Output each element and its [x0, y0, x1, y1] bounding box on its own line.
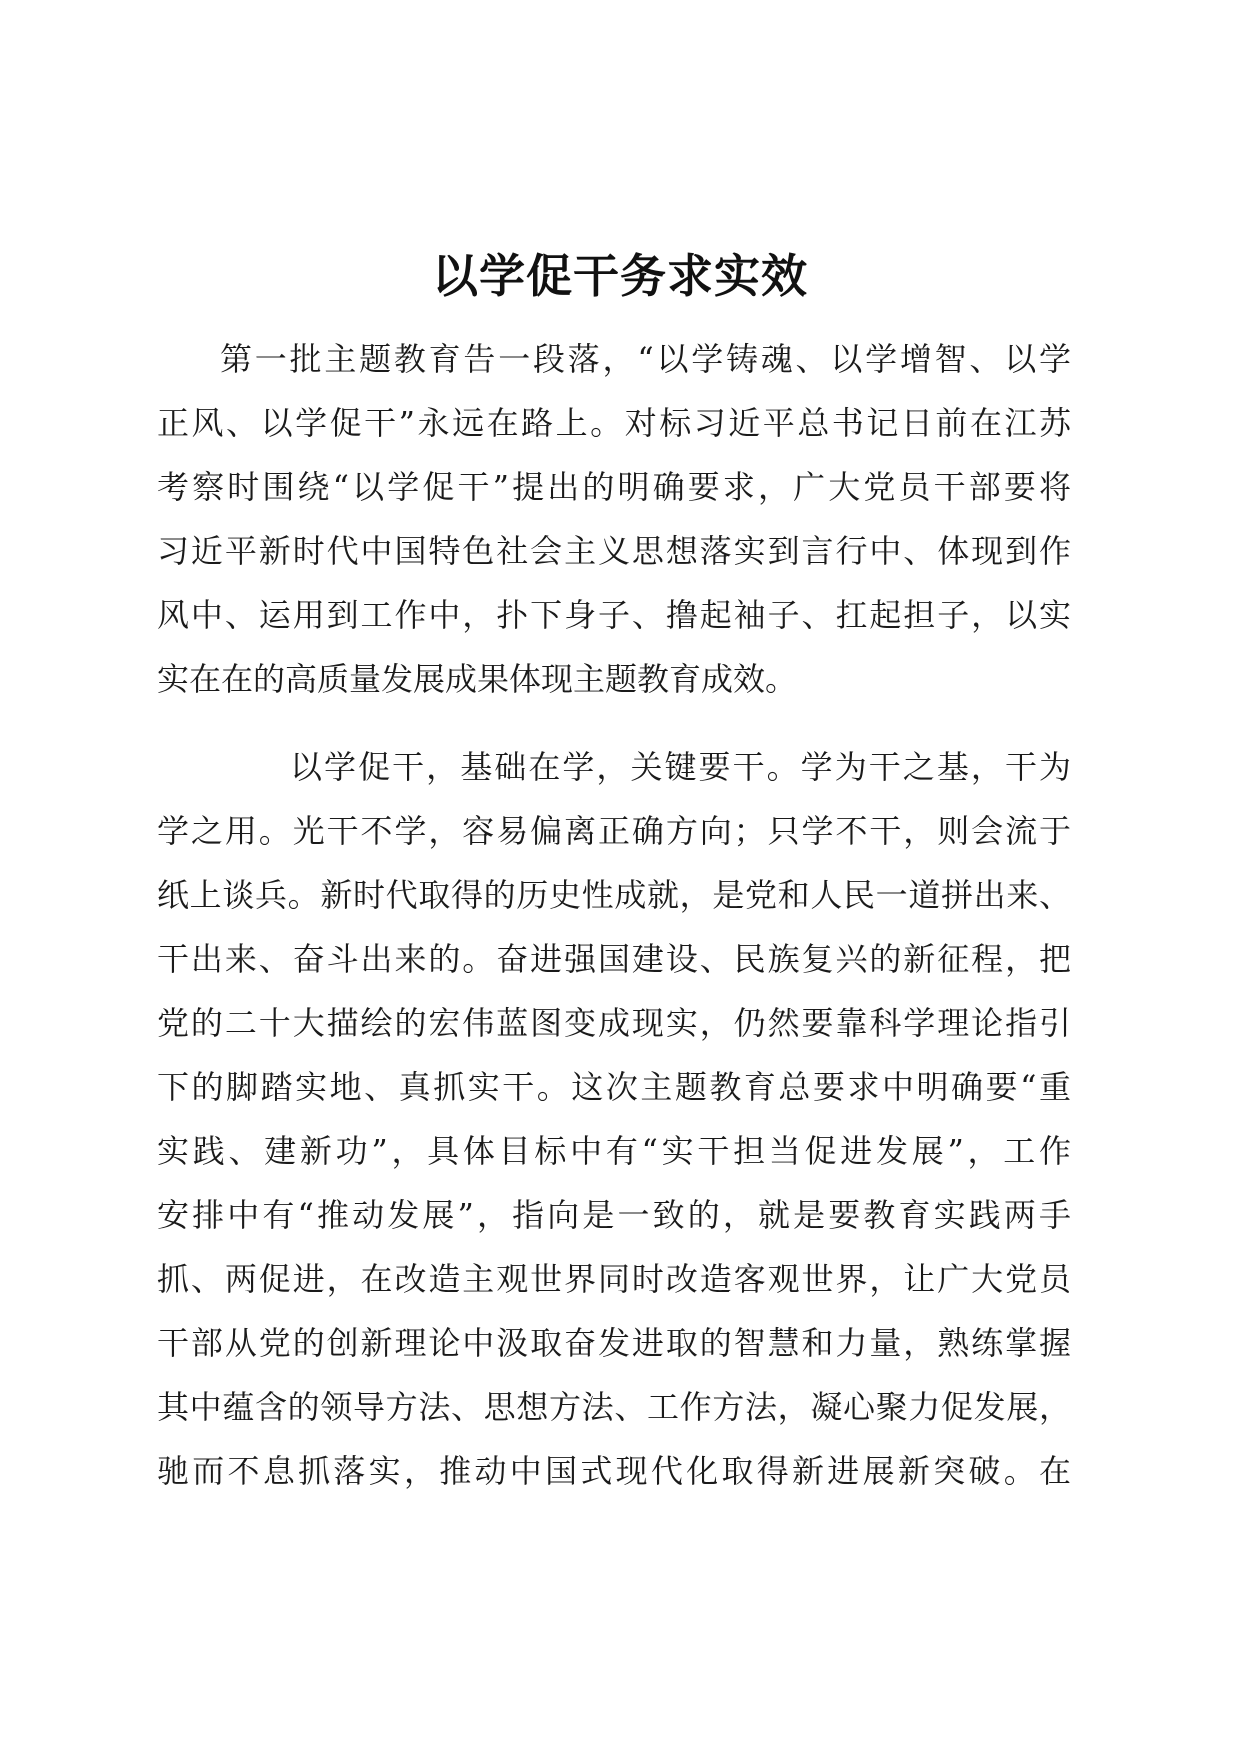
paragraph-line: 以学促干，基础在学，关键要干。学为干之基，干为	[290, 748, 1071, 786]
paragraph-line: 实在在的高质量发展成果体现主题教育成效。	[157, 660, 798, 698]
paragraph-line: 干出来、奋斗出来的。奋进强国建设、民族复兴的新征程，把	[157, 940, 1071, 978]
paragraph-line: 考察时围绕“以学促干”提出的明确要求，广大党员干部要将	[157, 468, 1071, 506]
paragraph-line: 学之用。光干不学，容易偏离正确方向；只学不干，则会流于	[157, 812, 1071, 850]
paragraph-line: 干部从党的创新理论中汲取奋发进取的智慧和力量，熟练掌握	[157, 1324, 1071, 1362]
paragraph-line: 习近平新时代中国特色社会主义思想落实到言行中、体现到作	[157, 532, 1071, 570]
paragraph-line: 下的脚踏实地、真抓实干。这次主题教育总要求中明确要“重	[157, 1068, 1071, 1106]
paragraph-line: 纸上谈兵。新时代取得的历史性成就，是党和人民一道拼出来、	[157, 876, 1071, 914]
paragraph-line: 驰而不息抓落实，推动中国式现代化取得新进展新突破。在	[157, 1452, 1071, 1490]
paragraph-line: 第一批主题教育告一段落，“以学铸魂、以学增智、以学	[220, 340, 1071, 378]
paragraph-line: 抓、两促进，在改造主观世界同时改造客观世界，让广大党员	[157, 1260, 1071, 1298]
paragraph-line: 正风、以学促干”永远在路上。对标习近平总书记日前在江苏	[157, 404, 1071, 442]
document-title: 以学促干务求实效	[432, 249, 808, 303]
paragraph-line: 党的二十大描绘的宏伟蓝图变成现实，仍然要靠科学理论指引	[157, 1004, 1071, 1042]
paragraph-line: 风中、运用到工作中，扑下身子、撸起袖子、扛起担子，以实	[157, 596, 1071, 634]
paragraph-line: 安排中有“推动发展”，指向是一致的，就是要教育实践两手	[157, 1196, 1071, 1234]
paragraph-line: 实践、建新功”，具体目标中有“实干担当促进发展”，工作	[157, 1132, 1071, 1170]
paragraph-line: 其中蕴含的领导方法、思想方法、工作方法，凝心聚力促发展，	[157, 1388, 1071, 1426]
